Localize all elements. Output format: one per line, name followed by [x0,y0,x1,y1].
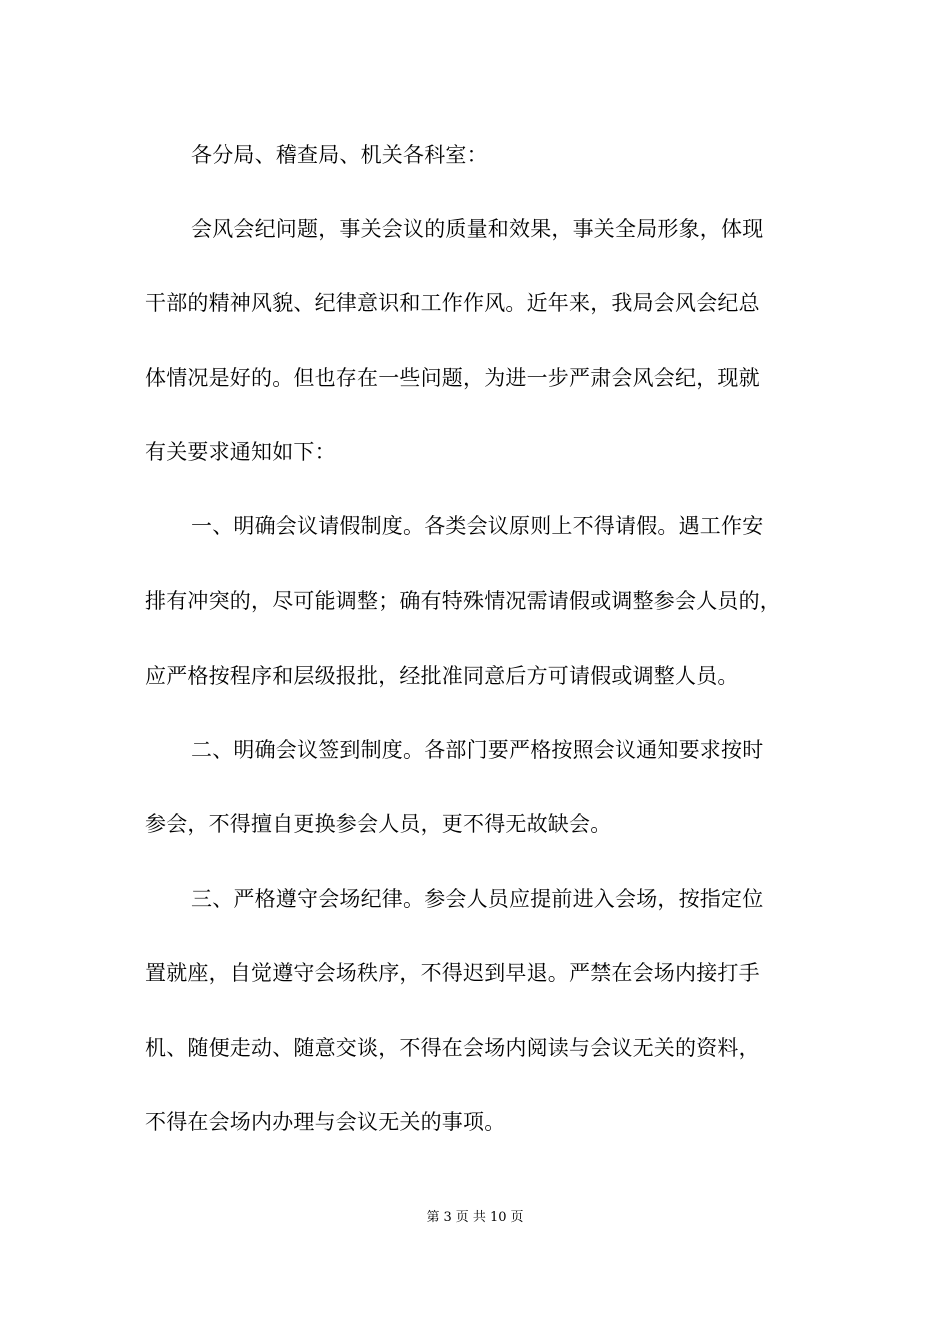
paragraph-line: 置就座，自觉遵守会场秩序，不得迟到早退。严禁在会场内接打手 [145,961,760,985]
footer-prefix: 第 [426,1210,440,1225]
salutation: 各分局、稽查局、机关各科室： [191,143,488,167]
paragraph-line: 排有冲突的，尽可能调整；确有特殊情况需请假或调整参会人员的， [145,589,781,613]
paragraph-line: 应严格按程序和层级报批，经批准同意后方可请假或调整人员。 [145,664,739,688]
current-page-number: 3 [443,1210,452,1225]
paragraph-line: 三、严格遵守会场纪律。参会人员应提前进入会场，按指定位 [191,887,764,911]
paragraph-line: 二、明确会议签到制度。各部门要严格按照会议通知要求按时 [191,738,764,762]
paragraph-line: 机、随便走动、随意交谈，不得在会场内阅读与会议无关的资料， [145,1036,760,1060]
footer-suffix: 页 [510,1210,524,1225]
footer-middle: 页 共 [455,1210,486,1225]
paragraph-line: 体情况是好的。但也存在一些问题，为进一步严肃会风会纪，现就 [145,366,760,390]
total-pages-number: 10 [489,1210,507,1225]
paragraph-line: 参会，不得擅自更换参会人员，更不得无故缺会。 [145,812,612,836]
paragraph-line: 干部的精神风貌、纪律意识和工作作风。近年来，我局会风会纪总 [145,291,760,315]
paragraph-line: 有关要求通知如下： [145,440,336,464]
paragraph-line: 一、明确会议请假制度。各类会议原则上不得请假。遇工作安 [191,514,764,538]
paragraph-line: 不得在会场内办理与会议无关的事项。 [145,1110,506,1134]
page-number-footer [0,1208,950,1228]
paragraph-line: 会风会纪问题，事关会议的质量和效果，事关全局形象，体现 [191,217,764,241]
